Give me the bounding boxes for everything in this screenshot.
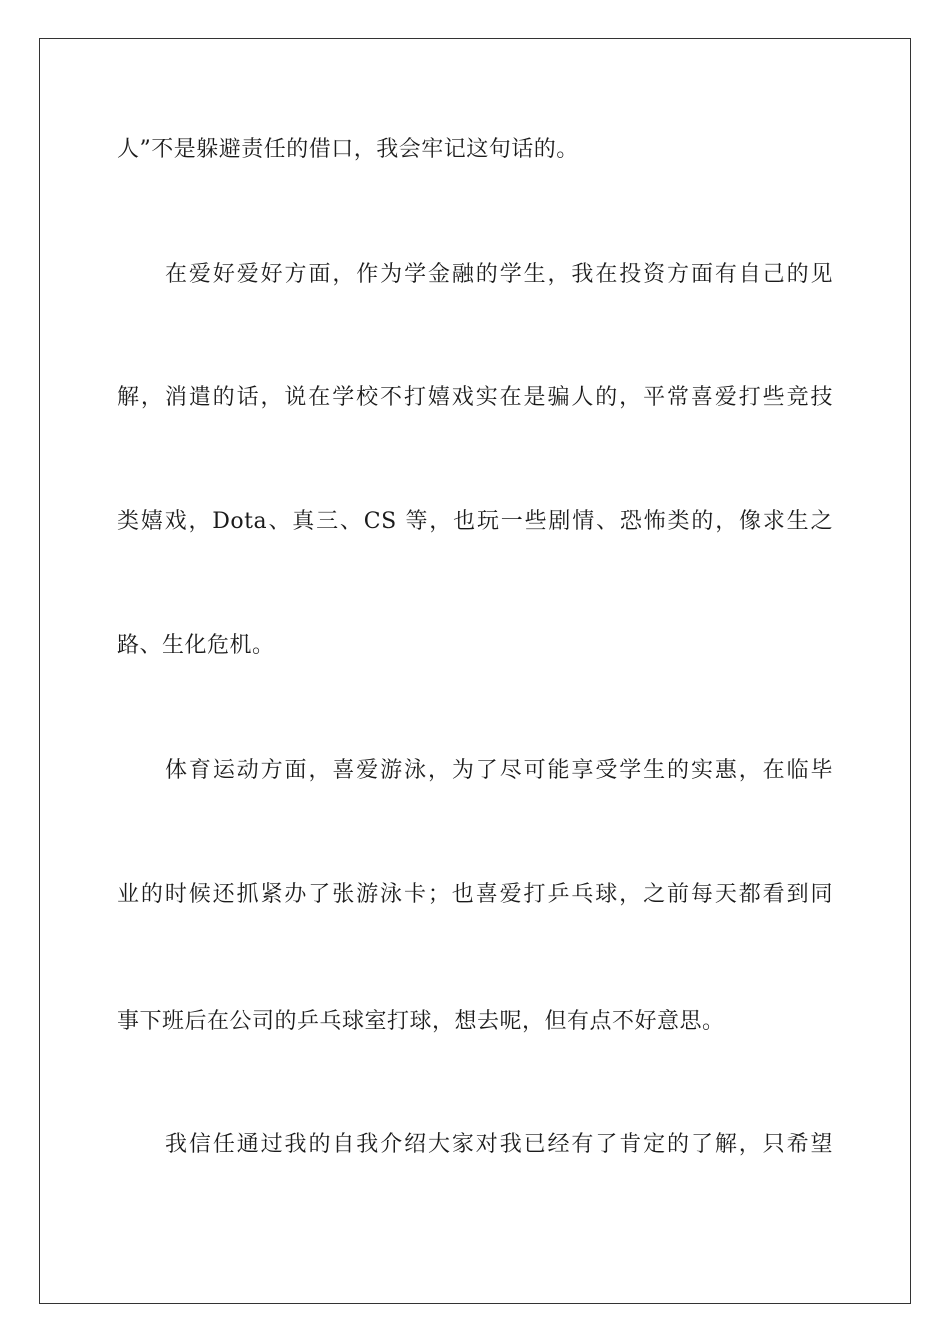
paragraph-line: 路、生化危机。 [117,633,275,658]
page-border [39,38,911,1304]
paragraph-line: 解，消遣的话，说在学校不打嬉戏实在是骗人的，平常喜爱打些竞技 [117,385,833,410]
paragraph-line: 我信任通过我的自我介绍大家对我已经有了肯定的了解，只希望 [165,1132,833,1157]
paragraph-line: 体育运动方面，喜爱游泳，为了尽可能享受学生的实惠，在临毕 [165,758,833,783]
paragraph-line: 人”不是躲避责任的借口，我会牢记这句话的。 [117,137,579,162]
paragraph-line: 业的时候还抓紧办了张游泳卡；也喜爱打乒乓球，之前每天都看到同 [117,882,833,907]
paragraph-line: 类嬉戏，Dota、真三、CS 等，也玩一些剧情、恐怖类的，像求生之 [117,509,833,534]
paragraph-line: 事下班后在公司的乒乓球室打球，想去呢，但有点不好意思。 [117,1009,725,1034]
paragraph-line: 在爱好爱好方面，作为学金融的学生，我在投资方面有自己的见 [165,262,833,287]
